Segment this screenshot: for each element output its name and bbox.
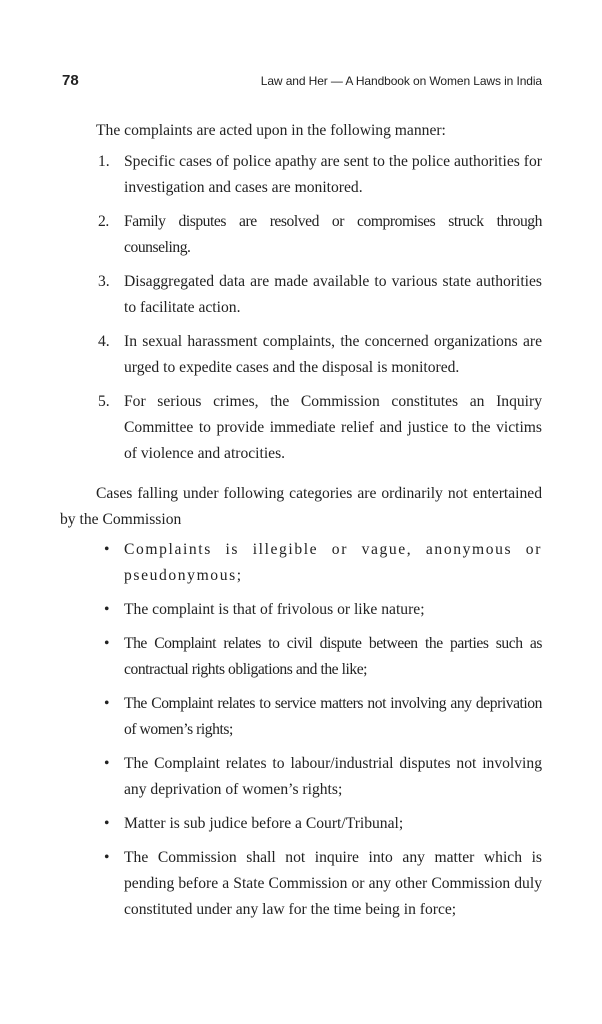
- list-item-text: Disaggregated data are made available to various state authorities to facilitate action.: [124, 273, 542, 316]
- list-item-number: 1.: [98, 153, 110, 170]
- bullet-icon: •: [104, 635, 110, 652]
- list-item: [60, 845, 542, 923]
- list-item: [60, 691, 542, 743]
- list-item-text: The Complaint relates to civil dispute between the parties such as contractual rights obligations and the like;: [124, 635, 542, 678]
- list-item: [60, 149, 542, 201]
- list-item-number: 2.: [98, 213, 109, 230]
- list-item: [60, 389, 542, 467]
- list-item-text: Family disputes are resolved or compromises struck through counseling.: [124, 213, 542, 256]
- bullet-icon: •: [104, 755, 110, 772]
- list-item-text: For serious crimes, the Commission constitutes an Inquiry Committee to provide immediate relief and justice to the victims of violence and atrocities.: [124, 393, 542, 462]
- list-item-text: The Commission shall not inquire into any matter which is pending before a State Commission or any other Commission duly constituted under any law for the time being in force;: [124, 849, 542, 918]
- bullet-icon: •: [104, 695, 110, 712]
- list-item: [60, 537, 542, 589]
- bullet-icon: •: [104, 601, 110, 618]
- bullet-icon: •: [104, 541, 110, 558]
- list-item: [60, 269, 542, 321]
- intro-paragraph: The complaints are acted upon in the following manner:: [96, 122, 446, 139]
- list-item-text: The Complaint relates to labour/industrial disputes not involving any deprivation of women’s rights;: [124, 755, 542, 798]
- list-item: [60, 329, 542, 381]
- list-item-text: In sexual harassment complaints, the concerned organizations are urged to expedite cases and the disposal is monitored.: [124, 333, 542, 376]
- page-body: [60, 118, 542, 931]
- list-item-text: Matter is sub judice before a Court/Tribunal;: [124, 815, 404, 832]
- list-item: [60, 209, 542, 261]
- list-item-number: 4.: [98, 333, 110, 350]
- list-item-text: The Complaint relates to service matters not involving any deprivation of women’s rights;: [124, 695, 542, 738]
- categories-paragraph: Cases falling under following categories are ordinarily not entertained by the Commission: [60, 485, 542, 528]
- bullet-icon: •: [104, 815, 110, 832]
- list-item-number: 5.: [98, 393, 110, 410]
- numbered-list: [60, 149, 542, 467]
- page-number: 78: [62, 72, 79, 89]
- list-item: [60, 751, 542, 803]
- list-item-number: 3.: [98, 273, 110, 290]
- list-item: [60, 811, 542, 837]
- bullet-list: [60, 537, 542, 923]
- list-item-text: The complaint is that of frivolous or like nature;: [124, 601, 425, 618]
- bullet-icon: •: [104, 849, 110, 866]
- list-item-text: Complaints is illegible or vague, anonymous or pseudonymous;: [124, 541, 542, 584]
- list-item: [60, 597, 542, 623]
- list-item: [60, 631, 542, 683]
- running-head: Law and Her — A Handbook on Women Laws in India: [260, 74, 542, 88]
- list-item-text: Specific cases of police apathy are sent to the police authorities for investigation and cases are monitored.: [124, 153, 542, 196]
